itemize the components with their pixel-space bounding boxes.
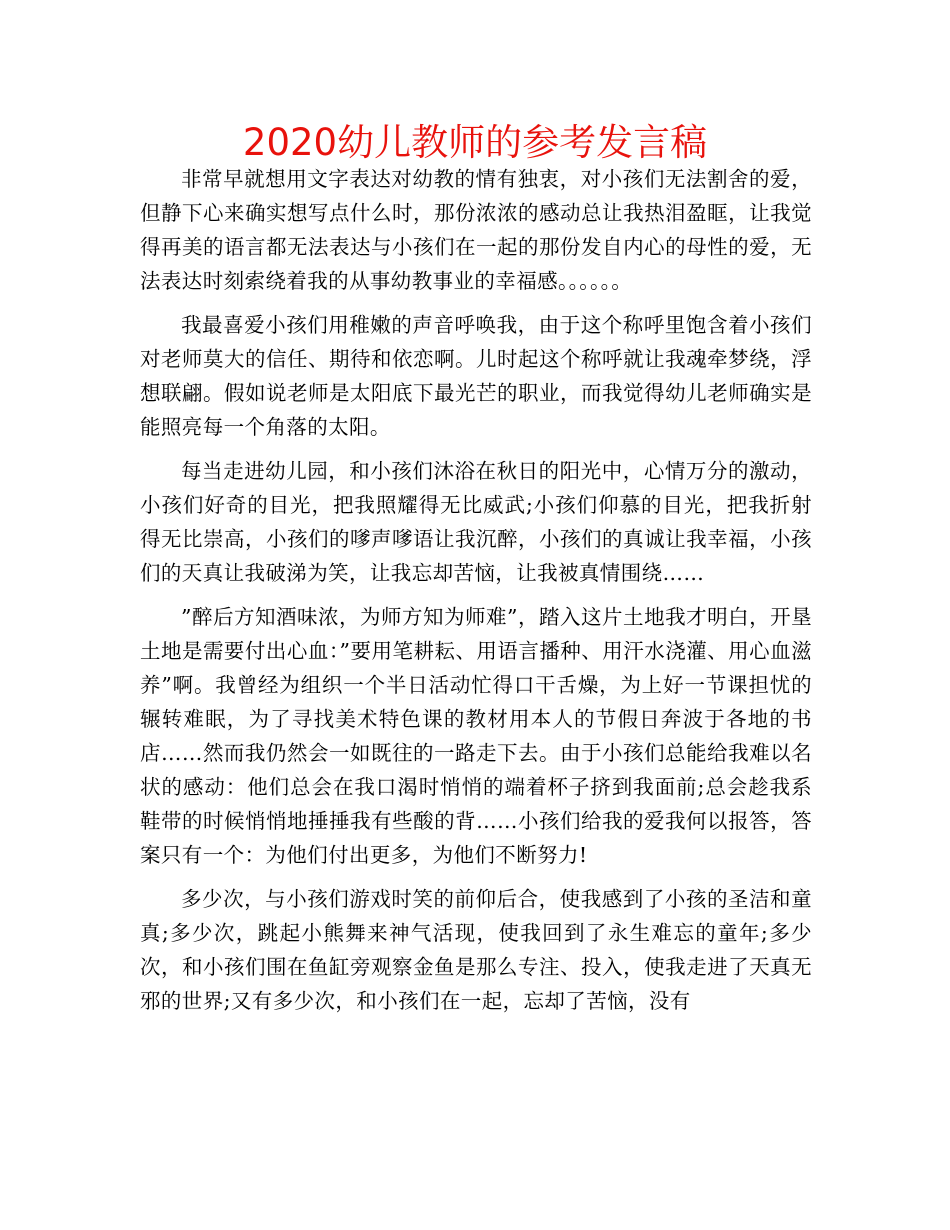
paragraph-1: 非常早就想用文字表达对幼教的情有独衷，对小孩们无法割舍的爱，但静下心来确实想写点什么时，那份浓浓的感动总让我热泪盈眶，让我觉得再美的语言都无法表达与小孩们在一起的那份发自内心的母性的爱，无法表达时刻索绕着我的从事幼教事业的幸福感。。。。。。 [140, 167, 812, 293]
paragraph-2: 我最喜爱小孩们用稚嫩的声音呼唤我，由于这个称呼里饱含着小孩们对老师莫大的信任、期待和依恋啊。儿时起这个称呼就让我魂牵梦绕，浮想联翩。假如说老师是太阳底下最光芒的职业，而我觉得幼儿老师确实是能照亮每一个角落的太阳。 [140, 313, 812, 439]
document-title: 2020幼儿教师的参考发言稿 [242, 121, 708, 164]
paragraph-3: 每当走进幼儿园，和小孩们沐浴在秋日的阳光中，心情万分的激动，小孩们好奇的目光，把我照耀得无比威武;小孩们仰慕的目光，把我折射得无比崇高，小孩们的嗲声嗲语让我沉醉，小孩们的真诚让我幸福，小孩们的天真让我破涕为笑，让我忘却苦恼，让我被真情围绕…… [140, 459, 812, 585]
document-body [140, 162, 812, 1018]
paragraph-4: ”醉后方知酒味浓，为师方知为师难”，踏入这片土地我才明白，开垦土地是需要付出心血：”要用笔耕耘、用语言播种、用汗水浇灌、用心血滋养”啊。我曾经为组织一个半日活动忙得口干舌燥，为上好一节课担忧的辗转难眠，为了寻找美术特色课的教材用本人的节假日奔波于各地的书店……然而我仍然会一如既往的一路走下去。由于小孩们总能给我难以名状的感动：他们总会在我口渴时悄悄的端着杯子挤到我面前;总会趁我系鞋带的时候悄悄地捶捶我有些酸的背……小孩们给我的爱我何以报答，答案只有一个：为他们付出更多，为他们不断努力! [140, 605, 812, 867]
paragraph-5: 多少次，与小孩们游戏时笑的前仰后合，使我感到了小孩的圣洁和童真;多少次，跳起小熊舞来神气活现，使我回到了永生难忘的童年;多少次，和小孩们围在鱼缸旁观察金鱼是那么专注、投入，使我走进了天真无邪的世界;又有多少次，和小孩们在一起，忘却了苦恼，没有 [140, 887, 812, 1013]
